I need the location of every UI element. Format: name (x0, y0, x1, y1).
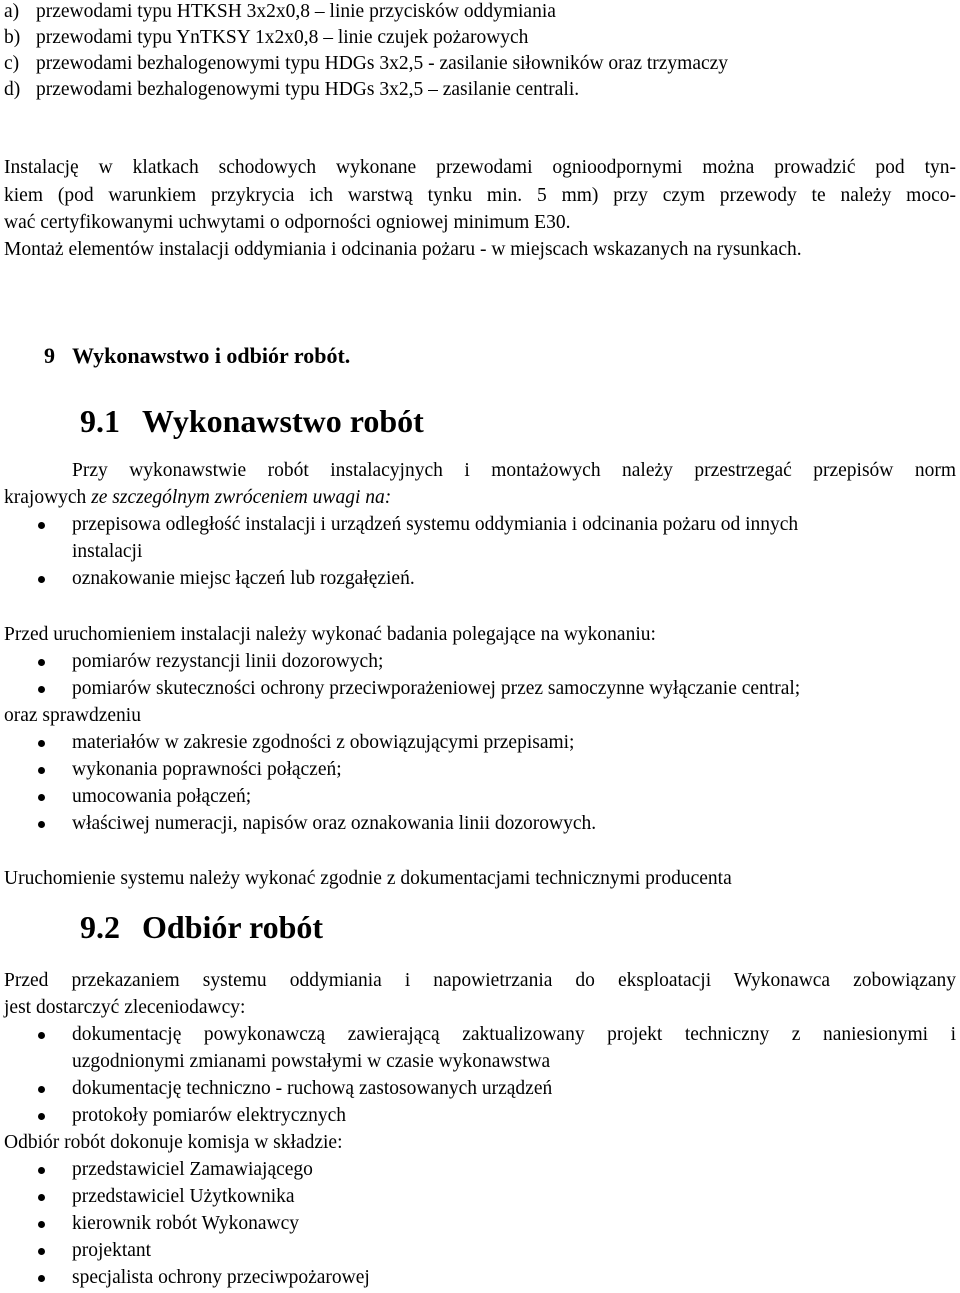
bullet-text-continuation: instalacji (72, 541, 143, 562)
paragraph-line: Przed przekazaniem systemu oddymiania i napowietrzania do eksploatacji Wykonawca zobowiązany (4, 970, 956, 991)
bullet-text: dokumentację techniczno - ruchową zastosowanych urządzeń (72, 1078, 553, 1099)
paragraph-line: jest dostarczyć zleceniodawcy: (4, 997, 246, 1018)
bullet-dot (38, 1032, 45, 1039)
paragraph-line: Montaż elementów instalacji oddymiania i odcinania pożaru - w miejscach wskazanych na rysunkach. (4, 239, 802, 260)
section-heading-9-1 (80, 403, 424, 439)
bullet-dot (38, 1167, 45, 1174)
bullet-dot (38, 686, 45, 693)
bullet-dot (38, 1275, 45, 1282)
paragraph-line: Instalację w klatkach schodowych wykonane przewodami ognioodpornymi można prowadzić pod tyn- (4, 157, 956, 178)
text-italic: ze szczególnym zwróceniem uwagi na: (91, 487, 392, 508)
list-letter: a) (4, 1, 20, 22)
bullet-dot (38, 821, 45, 828)
bullet-text: pomiarów rezystancji linii dozorowych; (72, 651, 384, 672)
bullet-text-continuation: uzgodnionymi zmianami powstałymi w czasie wykonawstwa (72, 1051, 551, 1072)
bullet-text: materiałów w zakresie zgodności z obowiązującymi przepisami; (72, 732, 575, 753)
bullet-text: dokumentację powykonawczą zawierającą zaktualizowany projekt techniczny z naniesionymi i (72, 1024, 956, 1045)
bullet-text: przedstawiciel Zamawiającego (72, 1159, 313, 1180)
list-letter: d) (4, 79, 21, 100)
bullet-dot (38, 794, 45, 801)
list-text: przewodami typu HTKSH 3x2x0,8 – linie przycisków oddymiania (36, 1, 556, 22)
bullet-dot (38, 1113, 45, 1120)
paragraph-line (4, 484, 391, 511)
bullet-dot (38, 522, 45, 529)
section-number: 9.2 (80, 909, 120, 945)
bullet-dot (38, 740, 45, 747)
bullet-text: wykonania poprawności połączeń; (72, 759, 342, 780)
bullet-text: umocowania połączeń; (72, 786, 252, 807)
list-item-b (4, 24, 528, 51)
bullet-text: projektant (72, 1240, 152, 1261)
paragraph-line: oraz sprawdzeniu (4, 705, 141, 726)
paragraph-line: wać certyfikowanymi uchwytami o odporności ogniowej minimum E30. (4, 212, 571, 233)
bullet-text: właściwej numeracji, napisów oraz oznakowania linii dozorowych. (72, 813, 597, 834)
paragraph-line: Odbiór robót dokonuje komisja w składzie: (4, 1132, 343, 1153)
bullet-dot (38, 659, 45, 666)
section-number: 9.1 (80, 403, 120, 439)
section-heading-9 (44, 342, 350, 369)
text-normal: krajowych (4, 487, 92, 508)
section-number: 9 (44, 343, 55, 368)
bullet-text: pomiarów skuteczności ochrony przeciwporażeniowej przez samoczynne wyłączanie central; (72, 678, 801, 699)
bullet-text: specjalista ochrony przeciwpożarowej (72, 1267, 370, 1288)
list-item-a (4, 0, 556, 25)
bullet-text: protokoły pomiarów elektrycznych (72, 1105, 346, 1126)
paragraph-line: Uruchomienie systemu należy wykonać zgodnie z dokumentacjami technicznymi producenta (4, 868, 732, 889)
section-title: Odbiór robót (142, 909, 324, 945)
paragraph-line: Przy wykonawstwie robót instalacyjnych i montażowych należy przestrzegać przepisów norm (72, 460, 956, 481)
bullet-dot (38, 1221, 45, 1228)
bullet-dot (38, 576, 45, 583)
paragraph-line: Przed uruchomieniem instalacji należy wykonać badania polegające na wykonaniu: (4, 624, 656, 645)
bullet-text: przepisowa odległość instalacji i urządzeń systemu oddymiania i odcinania pożaru od innych (72, 514, 799, 535)
bullet-dot (38, 1086, 45, 1093)
list-item-c (4, 50, 728, 77)
bullet-dot (38, 1248, 45, 1255)
section-title: Wykonawstwo robót (142, 403, 424, 439)
section-heading-9-2 (80, 909, 324, 945)
bullet-dot (38, 1194, 45, 1201)
bullet-dot (38, 767, 45, 774)
paragraph-line: kiem (pod warunkiem przykrycia ich warstwą tynku min. 5 mm) przy czym przewody te należy moco- (4, 185, 956, 206)
bullet-text: kierownik robót Wykonawcy (72, 1213, 300, 1234)
list-letter: b) (4, 27, 21, 48)
list-item-d (4, 76, 579, 103)
bullet-text: przedstawiciel Użytkownika (72, 1186, 295, 1207)
list-text: przewodami typu YnTKSY 1x2x0,8 – linie czujek pożarowych (36, 27, 529, 48)
list-text: przewodami bezhalogenowymi typu HDGs 3x2,5 - zasilanie siłowników oraz trzymaczy (36, 53, 729, 74)
list-letter: c) (4, 53, 20, 74)
list-text: przewodami bezhalogenowymi typu HDGs 3x2,5 – zasilanie centrali. (36, 79, 580, 100)
bullet-text: oznakowanie miejsc łączeń lub rozgałęzień. (72, 568, 415, 589)
section-title: Wykonawstwo i odbiór robót. (72, 343, 351, 368)
